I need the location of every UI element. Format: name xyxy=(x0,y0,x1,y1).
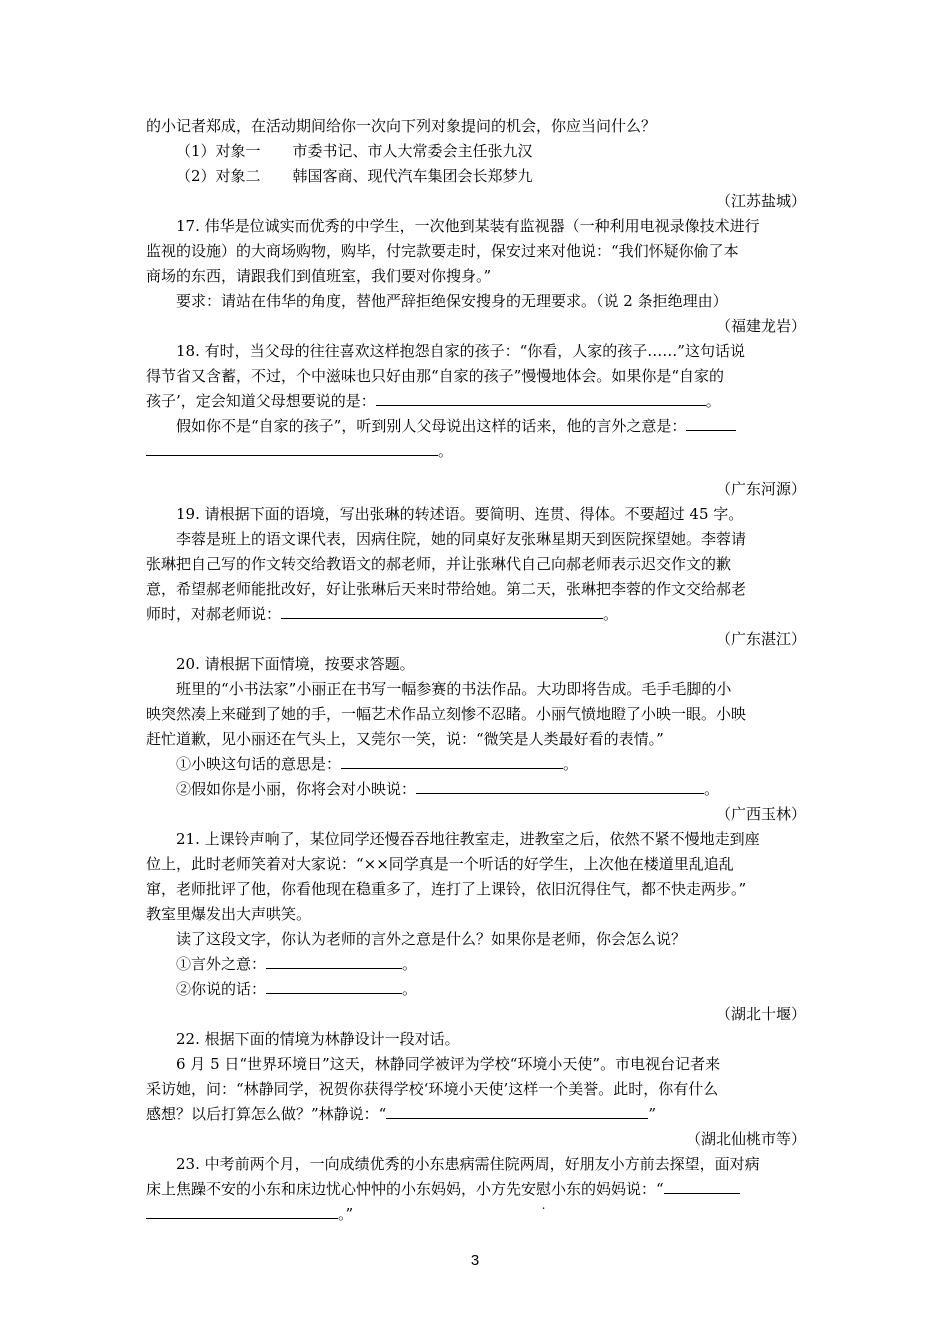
q19-prompt: 师时，对郝老师说： xyxy=(146,605,282,623)
q20-sub1 xyxy=(146,752,806,777)
punctuation: 。 xyxy=(563,755,579,773)
answer-blank[interactable] xyxy=(416,777,704,794)
q20-sub1-prompt: ①小映这句话的意思是： xyxy=(176,755,342,773)
source-label: （福建龙岩） xyxy=(715,317,806,335)
intro-line: 的小记者郑成，在活动期间给你一次向下列对象提问的机会，你应当问什么？ xyxy=(146,117,657,135)
source-label: （江苏盐城） xyxy=(715,192,806,210)
q17-line: 监视的设施）的大商场购物，购毕，付完款要走时，保安过来对他说：“我们怀疑你偷了本 xyxy=(146,242,739,260)
object-two-text: 韩国客商、现代汽车集团会长郑梦九 xyxy=(292,167,533,185)
source-label: （广东河源） xyxy=(715,480,806,498)
q18-prompt: 孩子’，定会知道父母想要说的是： xyxy=(146,392,376,410)
q20-line: 赶忙道歉，见小丽还在气头上，又莞尔一笑，说：“微笑是人类最好看的表情。” xyxy=(146,730,664,748)
q19-line: 意，希望郝老师能批改好，好让张琳后天来时带给她。第二天，张琳把李蓉的作文交给郝老 xyxy=(146,580,747,598)
q23-answer-line xyxy=(146,1202,806,1227)
q19-line: 李蓉是班上的语文课代表，因病住院，她的同桌好友张琳星期天到医院探望她。李蓉请 xyxy=(176,530,747,548)
punctuation: 。 xyxy=(402,955,418,973)
punctuation: ” xyxy=(648,1105,657,1123)
q21-sub1 xyxy=(146,952,806,977)
q19-line: 张琳把自己写的作文转交给教语文的郝老师，并让张琳代自己向郝老师表示迟交作文的歉 xyxy=(146,555,732,573)
q18-answer-line xyxy=(146,389,806,414)
q20-line: 20. 请根据下面情境，按要求答题。 xyxy=(176,655,415,673)
q17-line: 17. 伟华是位诚实而优秀的中学生，一次他到某装有监视器（一种利用电视录像技术进行 xyxy=(176,217,760,235)
answer-blank[interactable] xyxy=(281,602,603,619)
punctuation: 。 xyxy=(402,980,418,998)
answer-blank[interactable] xyxy=(146,1202,338,1219)
answer-blank[interactable] xyxy=(386,1102,648,1119)
answer-blank[interactable] xyxy=(686,414,736,431)
q18-answer-line xyxy=(146,414,806,439)
q21-line: 教室里爆发出大声哄笑。 xyxy=(146,905,312,923)
source-label: （广东湛江） xyxy=(715,630,806,648)
punctuation: 。 xyxy=(438,442,454,460)
object-one-text: 市委书记、市人大常委会主任张九汉 xyxy=(292,142,533,160)
answer-blank[interactable] xyxy=(376,389,706,406)
q22-prompt: 感想？以后打算怎么做？”林静说：“ xyxy=(146,1105,387,1123)
answer-blank[interactable] xyxy=(664,1177,740,1194)
q21-line: 读了这段文字，你认为老师的言外之意是什么？如果你是老师，你会怎么说？ xyxy=(176,930,687,948)
object-two xyxy=(146,164,806,189)
q20-line: 班里的“小书法家”小丽正在书写一幅参赛的书法作品。大功即将告成。毛手毛脚的小 xyxy=(176,680,732,698)
q23-prompt: 床上焦躁不安的小东和床边忧心忡忡的小东妈妈，小方先安 xyxy=(146,1180,537,1198)
q17-line: 商场的东西，请跟我们到值班室，我们要对你搜身。” xyxy=(146,267,492,285)
page-number: 3 xyxy=(470,1252,480,1269)
punctuation: 。” xyxy=(338,1205,354,1223)
page-content xyxy=(146,114,806,1227)
q22-line: 采访她，问：“林静同学，祝贺你获得学校‘环境小天使’这样一个美誉。此时，你有什么 xyxy=(146,1080,719,1098)
q21-sub2 xyxy=(146,977,806,1002)
source-label: （广西玉林） xyxy=(715,805,806,823)
q18-line: 18. 有时，当父母的往往喜欢这样抱怨自家的孩子：“你看，人家的孩子……”这句话说 xyxy=(176,342,745,360)
q23-answer-line xyxy=(146,1177,806,1202)
source-label: （湖北十堰） xyxy=(715,1005,806,1023)
q22-answer-line xyxy=(146,1102,806,1127)
object-one xyxy=(146,139,806,164)
q20-sub2-prompt: ②假如你是小丽，你将会对小映说： xyxy=(176,780,417,798)
q21-line: 位上，此时老师笑着对大家说：“××同学真是一个听话的好学生，上次他在楼道里乱追乱 xyxy=(146,855,734,873)
q19-answer-line xyxy=(146,602,806,627)
q22-line: 22. 根据下面的情境为林静设计一段对话。 xyxy=(176,1030,460,1048)
q17-requirement: 要求：请站在伟华的角度，替他严辞拒绝保安搜身的无理要求。（说 2 条拒绝理由） xyxy=(176,292,728,310)
punctuation: 。 xyxy=(705,392,721,410)
q18-line: 得节省又含蓄，不过，个中滋味也只好由那“自家的孩子”慢慢地体会。如果你是“自家的 xyxy=(146,367,725,385)
q21-sub1-prompt: ①言外之意： xyxy=(176,955,267,973)
answer-blank[interactable] xyxy=(341,752,563,769)
q19-line: 19. 请根据下面的语境，写出张琳的转述语。要简明、连贯、得体。不要超过 45 字。 xyxy=(176,505,744,523)
object-one-label: （1）对象一 xyxy=(176,142,261,160)
punctuation: 。 xyxy=(704,780,720,798)
q23-line: 23. 中考前两个月，一向成绩优秀的小东患病需住院两周，好朋友小方前去探望，面对病 xyxy=(176,1155,760,1173)
emphasis-char: 慰 xyxy=(536,1180,552,1198)
q21-line: 窜，老师批评了他，你看他现在稳重多了，连打了上课铃，依旧沉得住气，都不快走两步。” xyxy=(146,880,747,898)
q21-sub2-prompt: ②你说的话： xyxy=(176,980,267,998)
q20-line: 映突然凑上来碰到了她的手，一幅艺术作品立刻惨不忍睹。小丽气愤地瞪了小映一眼。小映 xyxy=(146,705,747,723)
punctuation: 。 xyxy=(603,605,619,623)
q23-prompt: 小东的妈妈说：“ xyxy=(551,1180,664,1198)
answer-blank[interactable] xyxy=(266,977,402,994)
source-label: （湖北仙桃市等） xyxy=(685,1130,806,1148)
q22-line: 6 月 5 日“世界环境日”这天，林静同学被评为学校“环境小天使”。市电视台记者来 xyxy=(176,1055,721,1073)
q18-answer-line xyxy=(146,439,806,464)
q21-line: 21. 上课铃声响了，某位同学还慢吞吞地往教室走，进教室之后，依然不紧不慢地走到座 xyxy=(176,830,760,848)
q20-sub2 xyxy=(146,777,806,802)
answer-blank[interactable] xyxy=(146,439,438,456)
q18-prompt: 假如你不是“自家的孩子”，听到别人父母说出这样的话来，他的言外之意是： xyxy=(176,417,687,435)
answer-blank[interactable] xyxy=(266,952,402,969)
object-two-label: （2）对象二 xyxy=(176,167,261,185)
